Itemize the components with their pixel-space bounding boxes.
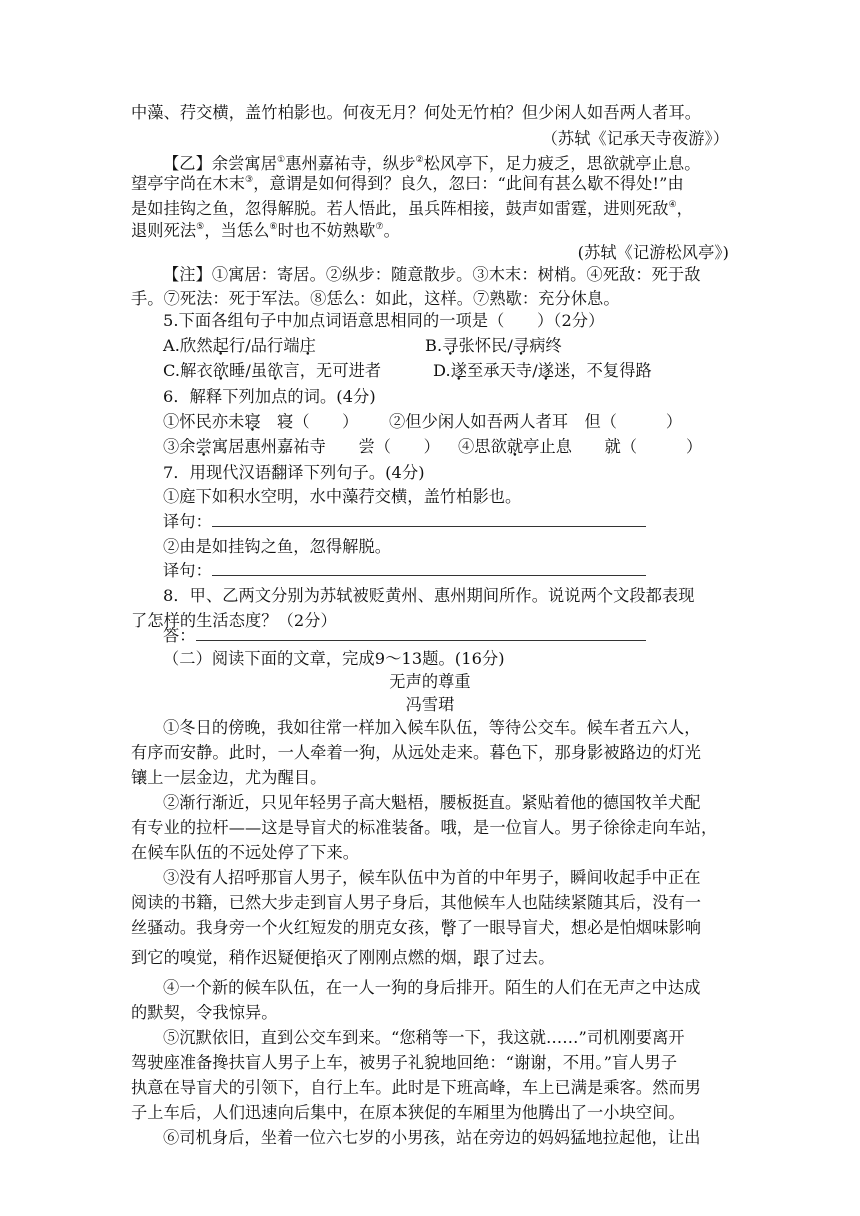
article-p2-line-1: ②渐行渐近，只见年轻男子高大魁梧，腰板挺直。紧贴着他的德国牧羊犬配 (163, 793, 701, 812)
article-p3-line-4: 到它的嗅觉，稍作迟疑便掐灭了刚刚点燃的烟，跟了过去。 (131, 948, 555, 967)
q5-option-a: A.欣然起行/品行端庄 (163, 336, 316, 355)
q7-answer-blank-1[interactable] (212, 511, 646, 527)
q6-item-1: ①怀民亦未寝 寝（ ） (163, 412, 359, 431)
q7-stem: 7．用现代汉语翻译下列句子。(4分) (163, 463, 425, 482)
poem1-source: （苏轼《记承天寺夜游》） (541, 129, 729, 148)
note-line-2: 手。⑦死法：死于军法。⑧恁么：如此，这样。⑦熟歇：充分休息。 (131, 289, 620, 308)
q7-answer-blank-2[interactable] (212, 560, 646, 576)
q7-answer-line-1: 译句： (163, 509, 860, 535)
q7-answer-line-2: 译句： (163, 558, 860, 584)
article-p3-line-3: 丝骚动。我身旁一个火红短发的朋克女孩，瞥了一眼导盲犬，想必是怕烟味影响 (131, 918, 702, 937)
q6-item-3: ③余尝寓居惠州嘉祐寺 尝（ ） (163, 437, 440, 456)
q5-option-b: B.寻张怀民/寻病终 (425, 336, 562, 355)
article-p4-line-2: 的默契，令我惊异。 (131, 1003, 278, 1022)
article-p1-line-3: 镶上一层金边，尤为醒目。 (131, 768, 327, 787)
article-p4-line-1: ④一个新的候车队伍，在一人一狗的身后排开。陌生的人们在无声之中达成 (163, 978, 701, 997)
article-p5-line-2: 驾驶座准备搀扶盲人男子上车，被男子礼貌地回绝：“谢谢，不用。”盲人男子 (131, 1053, 678, 1072)
article-p3-line-2: 阅读的书籍，已然大步走到盲人男子身后，其他候车人也陆续紧随其后，没有一 (131, 893, 702, 912)
q6-item-4: ④思欲就亭止息 就（ ） (458, 437, 703, 456)
q8-answer-line: 答： (163, 623, 860, 649)
poem2-source: (苏轼《记游松风亭》) (577, 243, 729, 262)
article-p1-line-1: ①冬日的傍晚，我如往常一样加入候车队伍，等待公交车。候车者五六人， (163, 718, 701, 737)
q5-option-d: D.遂至承天寺/遂迷，不复得路 (433, 361, 652, 380)
q7-sentence-2: ②由是如挂钩之鱼，忽得解脱。 (163, 537, 392, 556)
section2-intro: （二）阅读下面的文章，完成9～13题。(16分) (163, 649, 505, 668)
poem2-line-3: 是如挂钩之鱼，忽得解脱。若人悟此，虽兵阵相接，鼓声如雷霆，进则死敌④， (131, 199, 693, 218)
q7-sentence-1: ①庭下如积水空明，水中藻荇交横，盖竹柏影也。 (163, 487, 522, 506)
article-p2-line-3: 在候车队伍的不远处停了下来。 (131, 843, 360, 862)
q8-line-2: 了怎样的生活态度？（2分） (131, 611, 337, 630)
article-p6-line-1: ⑥司机身后，坐着一位六七岁的小男孩，站在旁边的妈妈猛地拉起他，让出 (163, 1128, 701, 1147)
article-author: 冯雪珺 (405, 695, 455, 714)
article-p5-line-3: 执意在导盲犬的引领下，自行上车。此时是下班高峰，车上已满是乘客。然而男 (131, 1078, 702, 1097)
q5-stem: 5.下面各组句子中加点词语意思相同的一项是（ ）（2分） (163, 311, 605, 330)
note-line-1: 【注】①寓居：寄居。②纵步：随意散步。③木末：树梢。④死敌：死于敌 (163, 265, 701, 284)
q8-line-1: 8．甲、乙两文分别为苏轼被贬黄州、惠州期间所作。说说两个文段都表现 (163, 586, 695, 605)
q8-answer-blank[interactable] (196, 625, 646, 641)
article-p2-line-2: 有专业的拉杆——这是导盲犬的标准装备。哦，是一位盲人。男子徐徐走向车站， (131, 818, 718, 837)
article-p3-line-1: ③没有人招呼那盲人男子，候车队伍中为首的中年男子，瞬间收起手中正在 (163, 868, 701, 887)
article-title: 无声的尊重 (389, 672, 471, 691)
article-p5-line-4: 子上车后，人们迅速向后集中，在原本狭促的车厢里为他腾出了一小块空间。 (131, 1103, 685, 1122)
q6-item-2: ②但少闲人如吾两人者耳 但（ ） (389, 412, 683, 431)
poem1-line: 中藻、荇交横，盖竹柏影也。何夜无月？何处无竹柏？但少闲人如吾两人者耳。 (131, 103, 702, 122)
q6-stem: 6．解释下列加点的词。(4分) (163, 387, 376, 406)
poem2-line-1: 【乙】余尝寓居①惠州嘉祐寺，纵步②松风亭下，足力疲乏，思欲就亭止息。 (163, 154, 701, 173)
poem2-line-2: 望亭宇尚在木末③，意谓是如何得到？良久，忽曰：“此间有甚么歇不得处!”由 (131, 174, 684, 193)
article-p5-line-1: ⑤沉默依旧，直到公交车到来。“您稍等一下，我这就……”司机刚要离开 (163, 1028, 685, 1047)
article-p1-line-2: 有序而安静。此时，一人牵着一狗，从远处走来。暮色下，那身影被路边的灯光 (131, 743, 702, 762)
poem2-line-4: 退则死法⑤，当恁么⑥时也不妨熟歇⑦。 (131, 221, 400, 240)
q5-option-c: C.解衣欲睡/虽欲言，无可进者 (163, 361, 382, 380)
